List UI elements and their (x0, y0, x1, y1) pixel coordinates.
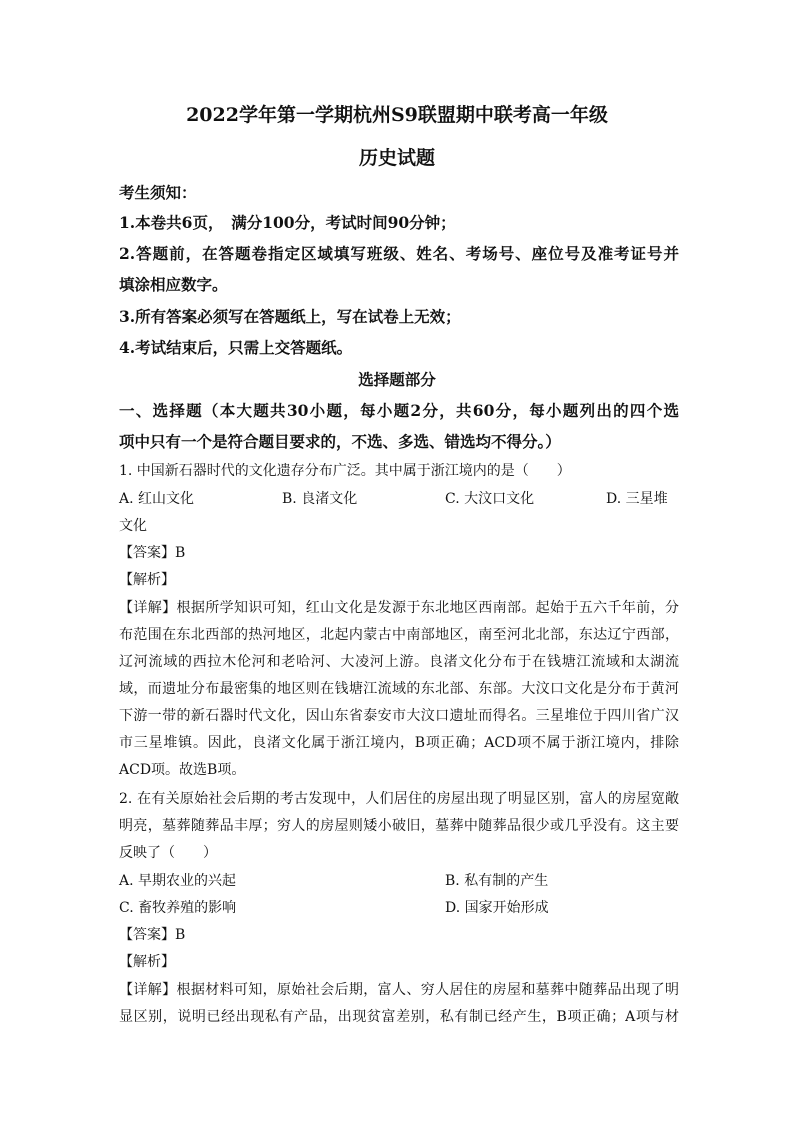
option-c: C. 畜牧养殖的影响 (119, 900, 237, 916)
section-label: 选择题部分 (358, 370, 436, 389)
notice-item: 2.答题前，在答题卷指定区域填写班级、姓名、考场号、座位号及准考证号并 (119, 244, 679, 263)
option-d-wrap: 文化 (119, 518, 147, 534)
detail-line: 辽河流域的西拉木伦河和老哈河、大凌河上游。良渚文化分布于在钱塘江流域和太湖流 (119, 654, 679, 670)
notice-heading: 考生须知： (119, 183, 197, 202)
analysis-label: 【解析】 (119, 954, 175, 970)
detail-line: 布范围在东北西部的热河地区，北起内蒙古中南部地区，南至河北北部，东达辽宁西部， (119, 627, 679, 643)
option-d: D. 国家开始形成 (445, 900, 549, 916)
question-stem: 2. 在有关原始社会后期的考古发现中，人们居住的房屋出现了明显区别，富人的房屋宽敞 (119, 791, 679, 807)
notice-item: 3.所有答案必须写在答题纸上，写在试卷上无效； (119, 307, 461, 326)
option-b: B. 良渚文化 (282, 491, 358, 507)
option-a: A. 早期农业的兴起 (119, 873, 237, 889)
option-c: C. 大汶口文化 (445, 491, 535, 507)
section-intro: 一、选择题（本大题共30小题，每小题2分，共60分，每小题列出的四个选 (119, 401, 679, 420)
detail-line: 【详解】根据材料可知，原始社会后期，富人、穷人居住的房屋和墓葬中随葬品出现了明 (119, 982, 679, 998)
option-d: D. 三星堆 (606, 491, 668, 507)
notice-item: 1.本卷共6页， 满分100分，考试时间90分钟； (119, 213, 456, 232)
answer-label: 【答案】B (119, 545, 186, 561)
section-intro: 项中只有一个是符合题目要求的，不选、多选、错选均不得分。） (119, 432, 561, 451)
option-b: B. 私有制的产生 (445, 873, 549, 889)
detail-line: ACD项。故选B项。 (119, 762, 246, 778)
notice-item: 填涂相应数字。 (119, 275, 228, 294)
document-subtitle: 历史试题 (358, 147, 435, 169)
detail-line: 【详解】根据所学知识可知，红山文化是发源于东北地区西南部。起始于五六千年前，分 (119, 600, 679, 616)
question-stem: 反映了（ ） (119, 845, 217, 861)
analysis-label: 【解析】 (119, 572, 175, 588)
detail-line: 市三星堆镇。因此，良渚文化属于浙江境内，B项正确；ACD项不属于浙江境内，排除 (119, 735, 679, 751)
answer-label: 【答案】B (119, 927, 186, 943)
detail-line: 显区别，说明已经出现私有产品，出现贫富差别，私有制已经产生，B项正确；A项与材 (119, 1009, 679, 1025)
notice-item: 4.考试结束后，只需上交答题纸。 (119, 338, 353, 357)
detail-line: 下游一带的新石器时代文化，因山东省泰安市大汶口遗址而得名。三星堆位于四川省广汉 (119, 708, 679, 724)
question-stem: 明亮，墓葬随葬品丰厚；穷人的房屋则矮小破旧，墓葬中随葬品很少或几乎没有。这主要 (119, 818, 679, 834)
detail-line: 域，而遗址分布最密集的地区则在钱塘江流域的东北部、东部。大汶口文化是分布于黄河 (119, 681, 679, 697)
document-title: 2022学年第一学期杭州S9联盟期中联考高一年级 (186, 104, 608, 126)
option-a: A. 红山文化 (119, 491, 195, 507)
question-stem: 1. 中国新石器时代的文化遗存分布广泛。其中属于浙江境内的是（ ） (119, 463, 571, 479)
